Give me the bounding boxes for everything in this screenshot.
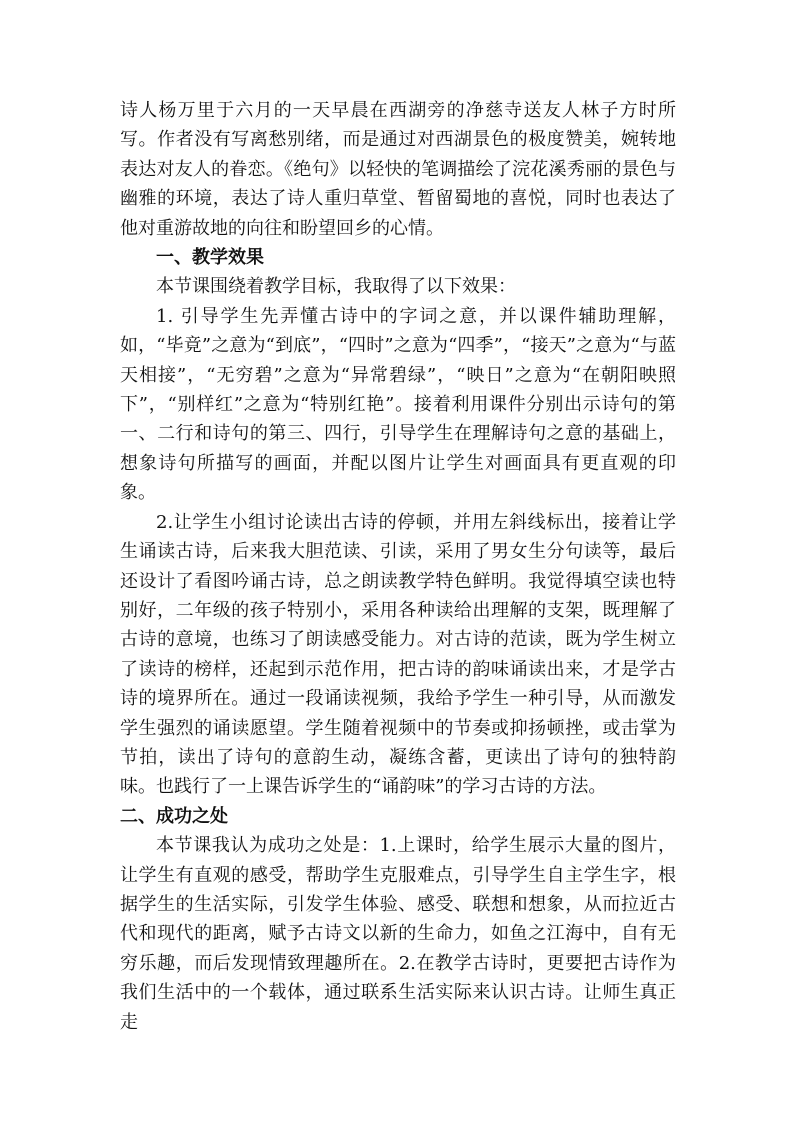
intro-paragraph: 诗人杨万里于六月的一天早晨在西湖旁的净慈寺送友人林子方时所写。作者没有写离愁别绪，而是通过对西湖景色的极度赞美，婉转地表达对友人的眷恋。《绝句》以轻快的笔调描绘了浣花溪秀丽的景色与幽雅的环境，表达了诗人重归草堂、暂留蜀地的喜悦，同时也表达了他对重游故地的向往和盼望回乡的心情。 [120,100,676,239]
document-page [120,96,676,1037]
section2-body: 本节课我认为成功之处是：1.上课时，给学生展示大量的图片，让学生有直观的感受，帮助学生克服难点，引导学生自主学生字，根据学生的生活实际，引发学生体验、感受、联想和想象，从而拉近古代和现代的距离，赋予古诗文以新的生命力，如鱼之江海中，自有无穷乐趣，而后发现情致理趣所在。2.在教学古诗时，更要把古诗作为我们生活中的一个载体，通过联系生活实际来认识古诗。让师生真正走 [120,835,676,1033]
section1-point2: 2.让学生小组讨论读出古诗的停顿，并用左斜线标出，接着让学生诵读古诗，后来我大胆范读、引读，采用了男女生分句读等，最后还设计了看图吟诵古诗，总之朗读教学特色鲜明。我觉得填空读也特别好，二年级的孩子特别小，采用各种读给出理解的支架，既理解了古诗的意境，也练习了朗读感受能力。对古诗的范读，既为学生树立了读诗的榜样，还起到示范作用，把古诗的韵味诵读出来，才是学古诗的境界所在。通过一段诵读视频，我给予学生一种引导，从而激发学生强烈的诵读愿望。学生随着视频中的节奏或抑扬顿挫，或击掌为节拍，读出了诗句的意韵生动，凝练含蓄，更读出了诗句的独特韵味。也践行了一上课告诉学生的“诵韵味”的学习古诗的方法。 [120,511,676,798]
section1-lead: 本节课围绕着教学目标，我取得了以下效果： [156,276,516,298]
section1-point1: 1. 引导学生先弄懂古诗中的字词之意，并以课件辅助理解，如，“毕竟”之意为“到底”，“四时”之意为“四季”，“接天”之意为“与蓝天相接”，“无穷碧”之意为“异常碧绿”，“映日”之意为“在朝阳映照下”，“别样红”之意为“特别红艳”。接着利用课件分别出示诗句的第一、二行和诗句的第三、四行，引导学生在理解诗句之意的基础上，想象诗句所描写的画面，并配以图片让学生对画面具有更直观的印象。 [120,305,676,504]
section2-heading: 二、成功之处 [120,805,228,827]
section1-heading: 一、教学效果 [156,247,264,269]
